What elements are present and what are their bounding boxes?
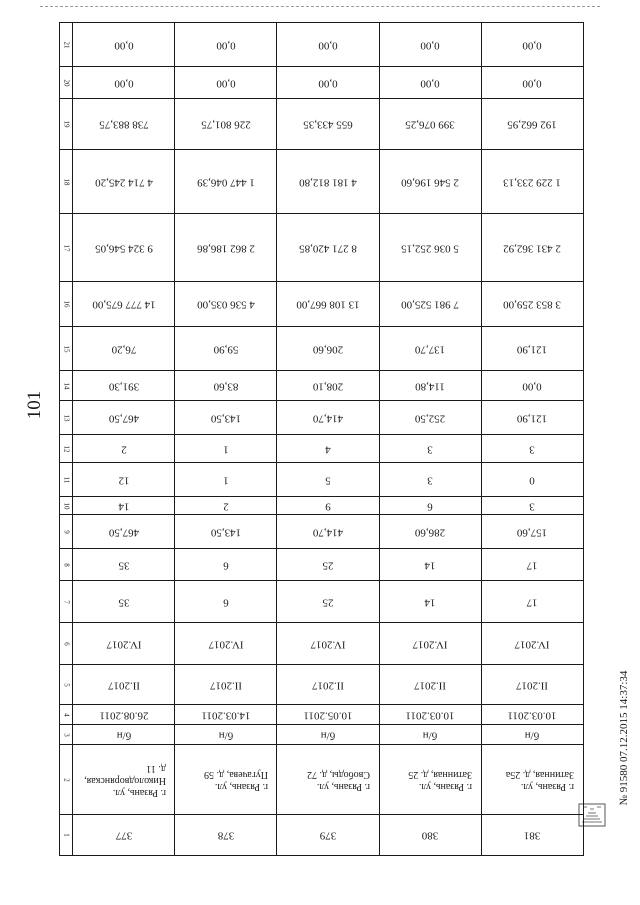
table-cell xyxy=(379,401,481,435)
cell-value: г. Рязань, ул. Николодворянская, д. 11 xyxy=(83,762,166,798)
cell-value: 76,20 xyxy=(111,343,136,355)
table-cell xyxy=(481,214,583,282)
table-row xyxy=(60,282,584,327)
table-cell xyxy=(277,815,379,856)
cell-value: II.2017 xyxy=(516,679,549,691)
table-cell xyxy=(481,623,583,665)
table-cell xyxy=(175,623,277,665)
table-cell xyxy=(175,67,277,99)
cell-value: 4 xyxy=(325,443,331,455)
table-cell xyxy=(379,745,481,815)
column-number-cell xyxy=(60,150,73,214)
table-cell xyxy=(481,665,583,705)
table-cell xyxy=(277,282,379,327)
table-cell xyxy=(277,549,379,581)
table-cell xyxy=(481,725,583,745)
table-cell xyxy=(379,371,481,401)
column-number: 10 xyxy=(62,502,71,509)
column-number-cell xyxy=(60,282,73,327)
table-cell xyxy=(277,705,379,725)
table-cell xyxy=(379,99,481,150)
cell-value: 12 xyxy=(118,474,130,486)
column-number: 19 xyxy=(62,120,71,128)
table-cell xyxy=(481,705,583,725)
column-number: 16 xyxy=(62,300,71,308)
table-row xyxy=(60,435,584,463)
cell-value: 414,70 xyxy=(312,526,344,538)
table-cell xyxy=(73,214,175,282)
cell-value: 467,50 xyxy=(108,526,139,538)
cell-value: 5 xyxy=(325,474,331,486)
table-cell xyxy=(73,99,175,150)
cell-value: 286,60 xyxy=(415,526,446,538)
cell-value: 0,00 xyxy=(522,39,542,51)
table-cell xyxy=(379,282,481,327)
table-cell xyxy=(481,745,583,815)
cell-value: 14 xyxy=(424,559,436,571)
column-number-cell xyxy=(60,401,73,435)
table-cell xyxy=(73,435,175,463)
column-number: 15 xyxy=(62,345,71,352)
column-number: 2 xyxy=(62,777,71,782)
cell-value: 4 181 812,80 xyxy=(299,176,357,188)
table-cell xyxy=(277,435,379,463)
table-cell xyxy=(73,815,175,856)
cell-value: IV.2017 xyxy=(412,638,448,650)
cell-value: 2 xyxy=(120,443,127,455)
column-number: 5 xyxy=(62,682,71,687)
cell-value: 121,90 xyxy=(517,412,548,424)
column-number-cell xyxy=(60,99,73,150)
table-cell xyxy=(277,665,379,705)
table-row xyxy=(60,581,584,623)
page-number: 101 xyxy=(24,390,45,420)
cell-value: 0,00 xyxy=(216,77,236,89)
table-row xyxy=(60,67,584,99)
cell-value: 10.03.2011 xyxy=(405,709,455,721)
table-cell xyxy=(175,327,277,371)
cell-value: 206,60 xyxy=(312,343,344,355)
table-row xyxy=(60,665,584,705)
table-cell xyxy=(175,463,277,497)
cell-value: 14 xyxy=(118,500,130,512)
table-cell xyxy=(379,515,481,549)
table-row xyxy=(60,815,584,856)
cell-value: 3 xyxy=(529,443,536,455)
table-cell xyxy=(481,150,583,214)
cell-value: 226 801,75 xyxy=(201,118,251,131)
table-cell xyxy=(175,371,277,401)
cell-value: 0,00 xyxy=(216,39,236,51)
cell-value: 2 xyxy=(223,500,229,512)
table-cell xyxy=(277,401,379,435)
table-cell xyxy=(481,463,583,497)
cell-value: 121,90 xyxy=(517,343,548,355)
cell-value: г. Рязань, ул. Затинная, д. 25 xyxy=(408,768,473,792)
table-cell xyxy=(379,435,481,463)
cell-value: II.2017 xyxy=(107,679,140,691)
table-cell xyxy=(175,282,277,327)
cell-value: 381 xyxy=(524,829,541,842)
scan-edge-line xyxy=(40,6,600,7)
cell-value: 83,60 xyxy=(213,380,239,392)
table-cell xyxy=(73,327,175,371)
table-cell xyxy=(175,23,277,67)
cell-value: 414,70 xyxy=(312,412,344,424)
table-cell xyxy=(175,665,277,705)
cell-value: б/н xyxy=(525,729,540,741)
cell-value: 738 883,75 xyxy=(98,118,149,131)
column-number-cell xyxy=(60,515,73,549)
cell-value: 137,70 xyxy=(415,343,446,355)
table-row xyxy=(60,401,584,435)
table-cell xyxy=(379,705,481,725)
table-cell xyxy=(481,99,583,150)
table-row xyxy=(60,549,584,581)
cell-value: 1 447 046,39 xyxy=(196,176,255,188)
table-row xyxy=(60,725,584,745)
column-number: 1 xyxy=(62,833,71,837)
table-cell xyxy=(481,435,583,463)
column-number-cell xyxy=(60,67,73,99)
table-cell xyxy=(481,515,583,549)
cell-value: 14 777 675,00 xyxy=(91,298,156,311)
column-number: 9 xyxy=(62,529,71,534)
cell-value: б/н xyxy=(218,729,234,741)
table-cell xyxy=(277,497,379,515)
cell-value: 399 076,25 xyxy=(405,118,455,131)
cell-value: 380 xyxy=(421,829,439,842)
table-cell xyxy=(175,581,277,623)
cell-value: 10.05.2011 xyxy=(303,709,353,721)
cell-value: 26.08.2011 xyxy=(99,709,149,721)
cell-value: 0,00 xyxy=(113,39,134,51)
table-row xyxy=(60,99,584,150)
table-cell xyxy=(277,99,379,150)
table-cell xyxy=(73,497,175,515)
cell-value: 378 xyxy=(217,829,235,842)
table-cell xyxy=(73,581,175,623)
cell-value: г. Рязань, ул. Пугачева, д. 59 xyxy=(203,768,268,792)
cell-value: 1 xyxy=(223,474,229,486)
cell-value: 208,10 xyxy=(312,380,344,392)
table-row xyxy=(60,515,584,549)
cell-value: 379 xyxy=(319,829,337,842)
table-cell xyxy=(481,581,583,623)
cell-value: 0,00 xyxy=(420,77,440,89)
cell-value: 25 xyxy=(322,596,334,608)
table-row xyxy=(60,327,584,371)
table-row xyxy=(60,463,584,497)
table-cell xyxy=(73,705,175,725)
cell-value: II.2017 xyxy=(414,679,447,691)
column-number: 11 xyxy=(62,476,71,483)
column-number-cell xyxy=(60,665,73,705)
cell-value: 35 xyxy=(118,596,130,608)
cell-value: 10.03.2011 xyxy=(507,709,557,721)
table-row xyxy=(60,745,584,815)
table-cell xyxy=(277,23,379,67)
cell-value: 2 546 196,60 xyxy=(401,176,460,188)
table-row xyxy=(60,150,584,214)
column-number: 18 xyxy=(62,178,71,185)
cell-value: 9 xyxy=(325,500,331,512)
column-number-cell xyxy=(60,623,73,665)
cell-value: 14.03.2011 xyxy=(201,709,251,721)
cell-value: б/н xyxy=(422,729,438,741)
table-cell xyxy=(379,815,481,856)
table-cell xyxy=(277,67,379,99)
column-number: 14 xyxy=(62,382,71,389)
table-row xyxy=(60,497,584,515)
table-cell xyxy=(481,23,583,67)
column-number-cell xyxy=(60,725,73,745)
cell-value: 9 324 546,05 xyxy=(94,242,153,254)
column-number: 8 xyxy=(62,562,71,567)
table-cell xyxy=(379,497,481,515)
column-number-cell xyxy=(60,435,73,463)
table-cell xyxy=(175,745,277,815)
cell-value: г. Рязань, ул. Свободы, д. 72 xyxy=(306,768,370,792)
cell-value: II.2017 xyxy=(209,679,242,691)
table-cell xyxy=(379,23,481,67)
table-cell xyxy=(379,725,481,745)
table-cell xyxy=(379,463,481,497)
column-number: 17 xyxy=(62,244,71,251)
table-cell xyxy=(175,725,277,745)
cell-value: 14 xyxy=(424,596,436,608)
cell-value: 391,30 xyxy=(108,380,139,392)
column-number-cell xyxy=(60,581,73,623)
cell-value: 143,50 xyxy=(210,412,241,424)
cell-value: IV.2017 xyxy=(106,638,142,650)
table-cell xyxy=(73,282,175,327)
table-cell xyxy=(379,150,481,214)
column-number-cell xyxy=(60,497,73,515)
cell-value: 2 862 186,86 xyxy=(196,242,255,254)
cell-value: 6 xyxy=(223,559,229,571)
cell-value: 377 xyxy=(115,829,132,842)
cell-value: 192 662,95 xyxy=(507,118,558,131)
table-cell xyxy=(379,327,481,371)
cell-value: 3 xyxy=(529,500,536,512)
table-cell xyxy=(379,67,481,99)
table-cell xyxy=(73,515,175,549)
table-cell xyxy=(73,745,175,815)
cell-value: 4 714 245,20 xyxy=(94,176,153,188)
table-cell xyxy=(175,150,277,214)
table-cell xyxy=(73,401,175,435)
cell-value: 4 536 035,00 xyxy=(196,298,255,311)
cell-value: IV.2017 xyxy=(208,638,244,650)
cell-value: 8 271 420,85 xyxy=(299,242,357,254)
column-number-cell xyxy=(60,745,73,815)
table-cell xyxy=(379,665,481,705)
cell-value: 35 xyxy=(118,559,130,571)
table-cell xyxy=(277,150,379,214)
table-cell xyxy=(73,463,175,497)
cell-value: б/н xyxy=(116,729,131,741)
cell-value: 2 431 362,92 xyxy=(503,242,562,254)
table-cell xyxy=(175,99,277,150)
table-cell xyxy=(73,665,175,705)
cell-value: 655 433,35 xyxy=(303,118,353,131)
table-cell xyxy=(73,150,175,214)
cell-value: 467,50 xyxy=(108,412,139,424)
registration-stamp: № 91580 07.12.2015 14:37:34 xyxy=(618,670,630,806)
table-cell xyxy=(175,401,277,435)
table-cell xyxy=(277,214,379,282)
column-number: 7 xyxy=(62,599,71,604)
table-cell xyxy=(481,497,583,515)
cell-value: 59,90 xyxy=(213,343,239,355)
column-number: 21 xyxy=(62,41,71,48)
cell-value: 17 xyxy=(526,596,538,608)
cell-value: 1 229 233,13 xyxy=(503,176,562,188)
column-number-cell xyxy=(60,371,73,401)
cell-value: 6 xyxy=(427,500,433,512)
column-number-cell xyxy=(60,23,73,67)
cell-value: 17 xyxy=(526,559,538,571)
cell-value: 0,00 xyxy=(522,380,542,392)
cell-value: 25 xyxy=(322,559,334,571)
table-cell xyxy=(175,515,277,549)
table-row xyxy=(60,623,584,665)
table-cell xyxy=(379,581,481,623)
table-cell xyxy=(481,67,583,99)
table-cell xyxy=(175,435,277,463)
table-cell xyxy=(481,327,583,371)
table-cell xyxy=(73,623,175,665)
cell-value: 143,50 xyxy=(210,526,241,538)
table-cell xyxy=(379,214,481,282)
table-cell xyxy=(73,725,175,745)
cell-value: 5 036 252,15 xyxy=(401,242,460,254)
cell-value: 6 xyxy=(223,596,229,608)
column-number-cell xyxy=(60,463,73,497)
cell-value: 0,00 xyxy=(318,39,338,51)
column-number-cell xyxy=(60,815,73,856)
column-number: 6 xyxy=(62,641,71,646)
table-row xyxy=(60,705,584,725)
table-cell xyxy=(481,371,583,401)
table-cell xyxy=(481,401,583,435)
table-cell xyxy=(277,463,379,497)
table-cell xyxy=(277,327,379,371)
table-cell xyxy=(175,815,277,856)
column-number-cell xyxy=(60,327,73,371)
table-cell xyxy=(277,745,379,815)
table-cell xyxy=(73,67,175,99)
table-cell xyxy=(277,371,379,401)
table-cell xyxy=(175,497,277,515)
table-cell xyxy=(481,815,583,856)
table-cell xyxy=(277,515,379,549)
table-cell xyxy=(277,581,379,623)
column-number-cell xyxy=(60,214,73,282)
table-cell xyxy=(73,549,175,581)
table-cell xyxy=(277,623,379,665)
table-cell xyxy=(175,214,277,282)
table-cell xyxy=(73,371,175,401)
column-number: 3 xyxy=(62,732,71,737)
table-row xyxy=(60,371,584,401)
table-row xyxy=(60,214,584,282)
cell-value: 0,00 xyxy=(522,77,542,89)
table-cell xyxy=(379,549,481,581)
cell-value: 3 853 259,00 xyxy=(503,298,562,311)
column-number: 12 xyxy=(62,445,71,452)
cell-value: IV.2017 xyxy=(310,638,346,650)
cell-value: IV.2017 xyxy=(514,638,550,650)
cell-value: 3 xyxy=(427,474,433,486)
table-cell xyxy=(73,23,175,67)
cell-value: 157,60 xyxy=(517,526,548,538)
cell-value: 0 xyxy=(529,474,536,486)
column-number-cell xyxy=(60,549,73,581)
column-number-cell xyxy=(60,705,73,725)
cell-value: 114,80 xyxy=(415,380,446,392)
cell-value: 252,50 xyxy=(415,412,446,424)
table-cell xyxy=(277,725,379,745)
column-number: 20 xyxy=(62,79,71,86)
cell-value: 3 xyxy=(427,443,433,455)
housing-program-table xyxy=(59,22,584,856)
cell-value: 13 108 667,00 xyxy=(296,298,360,311)
table-cell xyxy=(481,549,583,581)
column-number: 4 xyxy=(62,712,71,717)
cell-value: 7 981 525,00 xyxy=(401,298,460,311)
table-cell xyxy=(175,549,277,581)
table-cell xyxy=(379,623,481,665)
cell-value: 0,00 xyxy=(113,77,134,89)
table-row xyxy=(60,23,584,67)
cell-value: 1 xyxy=(223,443,229,455)
cell-value: г. Рязань, ул. Затинная, д. 25а xyxy=(506,768,575,792)
cell-value: II.2017 xyxy=(311,679,345,691)
cell-value: 0,00 xyxy=(318,77,338,89)
cell-value: 0,00 xyxy=(420,39,440,51)
table-cell xyxy=(481,282,583,327)
cell-value: б/н xyxy=(320,729,336,741)
column-number: 13 xyxy=(62,414,71,421)
table-cell xyxy=(175,705,277,725)
